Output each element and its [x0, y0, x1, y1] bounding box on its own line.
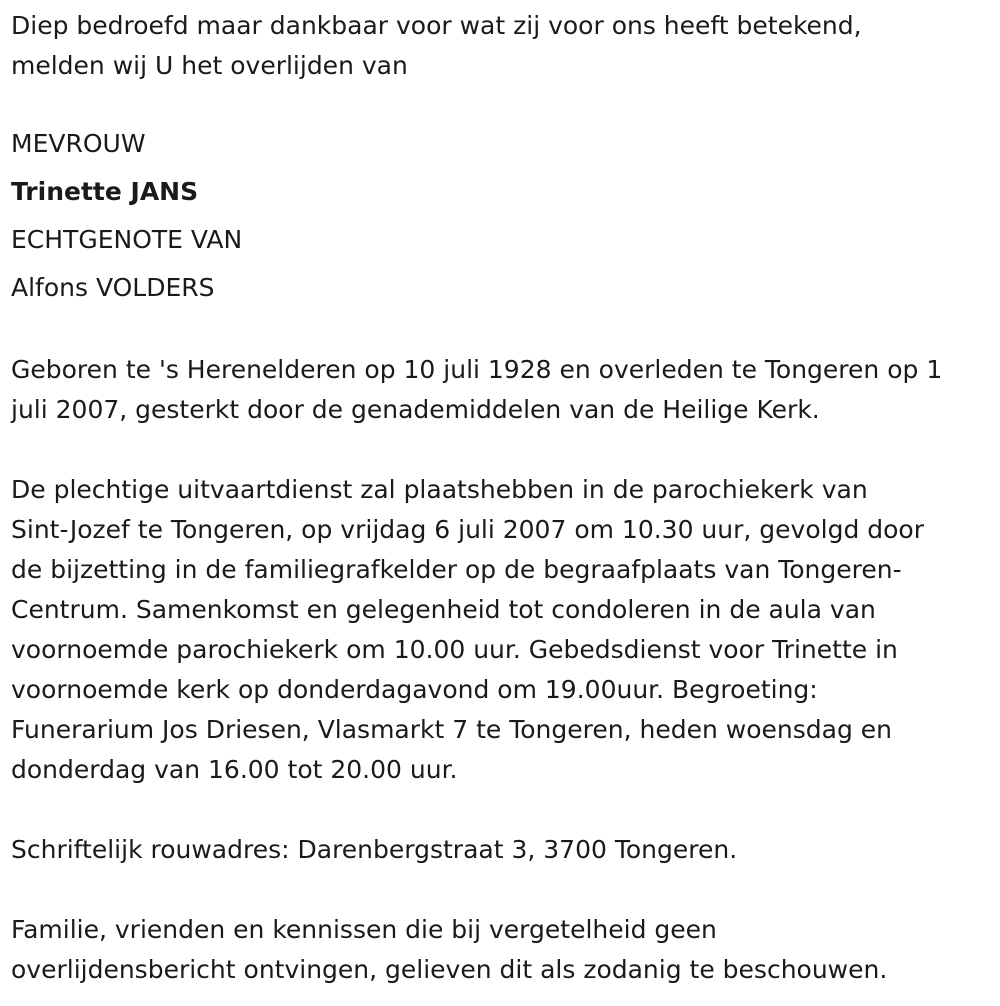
- deceased-name: Trinette JANS: [11, 177, 199, 206]
- deceased-relation: ECHTGENOTE VAN: [11, 225, 243, 254]
- ceremony-line: Funerarium Jos Driesen, Vlasmarkt 7 te Tongeren, heden woensdag en: [11, 715, 892, 744]
- ceremony-paragraph: [11, 470, 996, 790]
- birth-death-paragraph: [11, 350, 996, 430]
- address-paragraph: [11, 830, 996, 870]
- ceremony-line: Sint-Jozef te Tongeren, op vrijdag 6 juli 2007 om 10.30 uur, gevolgd door: [11, 515, 925, 544]
- spacer: [11, 870, 996, 910]
- ceremony-line: voornoemde kerk op donderdagavond om 19.00uur. Begroeting:: [11, 675, 818, 704]
- spouse-name: Alfons VOLDERS: [11, 273, 215, 302]
- ceremony-line: de bijzetting in de familiegrafkelder op de begraafplaats van Tongeren-: [11, 555, 902, 584]
- ceremony-line: donderdag van 16.00 tot 20.00 uur.: [11, 755, 458, 784]
- intro-line: Diep bedroefd maar dankbaar voor wat zij voor ons heeft betekend,: [11, 11, 862, 40]
- ceremony-line: Centrum. Samenkomst en gelegenheid tot condoleren in de aula van: [11, 595, 876, 624]
- intro-line: melden wij U het overlijden van: [11, 51, 408, 80]
- spacer: [11, 312, 996, 350]
- spacer: [11, 430, 996, 470]
- obituary-document: [11, 6, 996, 990]
- closing-paragraph: [11, 910, 996, 990]
- intro-paragraph: [11, 6, 996, 86]
- closing-line: overlijdensbericht ontvingen, gelieven dit als zodanig te beschouwen.: [11, 955, 888, 984]
- birth-death-line: juli 2007, gesterkt door de genademiddelen van de Heilige Kerk.: [11, 395, 820, 424]
- deceased-block: [11, 120, 996, 312]
- spacer: [11, 790, 996, 830]
- ceremony-line: voornoemde parochiekerk om 10.00 uur. Gebedsdienst voor Trinette in: [11, 635, 898, 664]
- closing-line: Familie, vrienden en kennissen die bij vergetelheid geen: [11, 915, 717, 944]
- ceremony-line: De plechtige uitvaartdienst zal plaatshebben in de parochiekerk van: [11, 475, 868, 504]
- birth-death-line: Geboren te 's Herenelderen op 10 juli 1928 en overleden te Tongeren op 1: [11, 355, 943, 384]
- deceased-title: MEVROUW: [11, 129, 146, 158]
- mourning-address: Schriftelijk rouwadres: Darenbergstraat 3, 3700 Tongeren.: [11, 835, 738, 864]
